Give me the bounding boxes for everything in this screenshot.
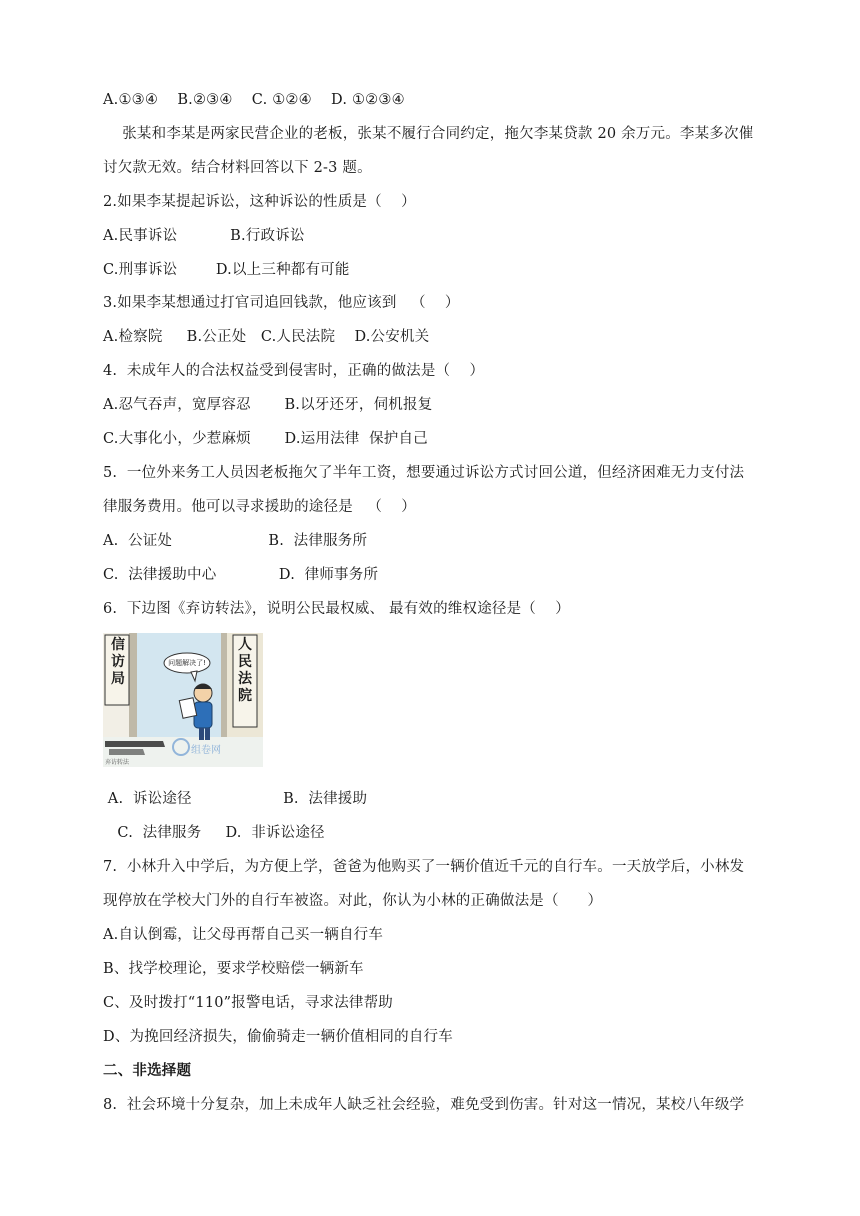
- q4-stem: 4. 未成年人的合法权益受到侵害时，正确的做法是（ ）: [103, 363, 485, 379]
- section-title: 二、非选择题: [103, 1062, 192, 1079]
- q2-options-cd: C.刑事诉讼 D.以上三种都有可能: [103, 262, 350, 278]
- right-sign-char: 院: [238, 688, 252, 704]
- right-sign: [234, 637, 256, 705]
- q5-options-cd: C. 法律援助中心 D. 律师事务所: [103, 567, 379, 583]
- q4-options-cd: C.大事化小，少惹麻烦 D.运用法律 保护自己: [103, 431, 428, 447]
- q7-stem-line-2: 现停放在学校大门外的自行车被盗。对此，你认为小林的正确做法是（ ）: [103, 893, 603, 909]
- watermark: 组卷网: [191, 745, 221, 756]
- speech-text: 问题解决了!: [168, 659, 206, 667]
- q3-options: A.检察院 B.公正处 C.人民法院 D.公安机关: [103, 329, 430, 345]
- scenario-line-2: 讨欠款无效。结合材料回答以下 2-3 题。: [103, 160, 372, 176]
- figure-caption: 弃访转法: [105, 759, 130, 766]
- q7-option-a: A.自认倒霉，让父母再帮自己买一辆自行车: [103, 927, 384, 943]
- q5-stem-line-1: 5. 一位外来务工人员因老板拖欠了半年工资，想要通过诉讼方式讨回公道，但经济困难无力支付法: [103, 465, 745, 481]
- q6-stem: 6. 下边图《弃访转法》，说明公民最权威、 最有效的维权途径是（ ）: [103, 601, 570, 617]
- q7-option-c: C、及时拨打“110”报警电话，寻求法律帮助: [103, 995, 393, 1011]
- q7-stem-line-1: 7. 小林升入中学后，为方便上学，爸爸为他购买了一辆价值近千元的自行车。一天放学后，小林发: [103, 859, 745, 875]
- q6-options-ab: A. 诉讼途径 B. 法律援助: [103, 791, 368, 807]
- right-sign-char: 人: [238, 637, 252, 653]
- q5-stem-line-2: 律服务费用。他可以寻求援助的途径是 （ ）: [103, 499, 416, 515]
- q3-stem: 3.如果李某想通过打官司追回钱款，他应该到 （ ）: [103, 295, 460, 311]
- scenario-line-1: 张某和李某是两家民营企业的老板，张某不履行合同约定，拖欠李某贷款 20 余万元。李某多次催: [103, 126, 754, 142]
- right-sign-char: 法: [238, 671, 252, 687]
- left-sign-char: 局: [111, 671, 125, 687]
- cartoon-figure: [103, 633, 263, 767]
- q7-option-d: D、为挽回经济损失，偷偷骑走一辆价值相同的自行车: [103, 1029, 453, 1045]
- right-sign-char: 民: [238, 654, 252, 670]
- q2-options-ab: A.民事诉讼 B.行政诉讼: [103, 228, 305, 244]
- left-sign: [107, 637, 129, 688]
- q2-stem: 2.如果李某提起诉讼，这种诉讼的性质是（ ）: [103, 194, 416, 210]
- left-sign-char: 访: [111, 654, 125, 670]
- q7-option-b: B、找学校理论，要求学校赔偿一辆新车: [103, 961, 364, 977]
- q8-stem: 8. 社会环境十分复杂，加上未成年人缺乏社会经验，难免受到伤害。针对这一情况，某校八年级学: [103, 1097, 745, 1113]
- left-sign-char: 信: [111, 637, 125, 653]
- q4-options-ab: A.忍气吞声，宽厚容忍 B.以牙还牙，伺机报复: [103, 397, 433, 413]
- q6-options-cd: C. 法律服务 D. 非诉讼途径: [103, 825, 325, 841]
- q1-options: A.①③④ B.②③④ C. ①②④ D. ①②③④: [103, 92, 405, 108]
- q5-options-ab: A. 公证处 B. 法律服务所: [103, 533, 368, 549]
